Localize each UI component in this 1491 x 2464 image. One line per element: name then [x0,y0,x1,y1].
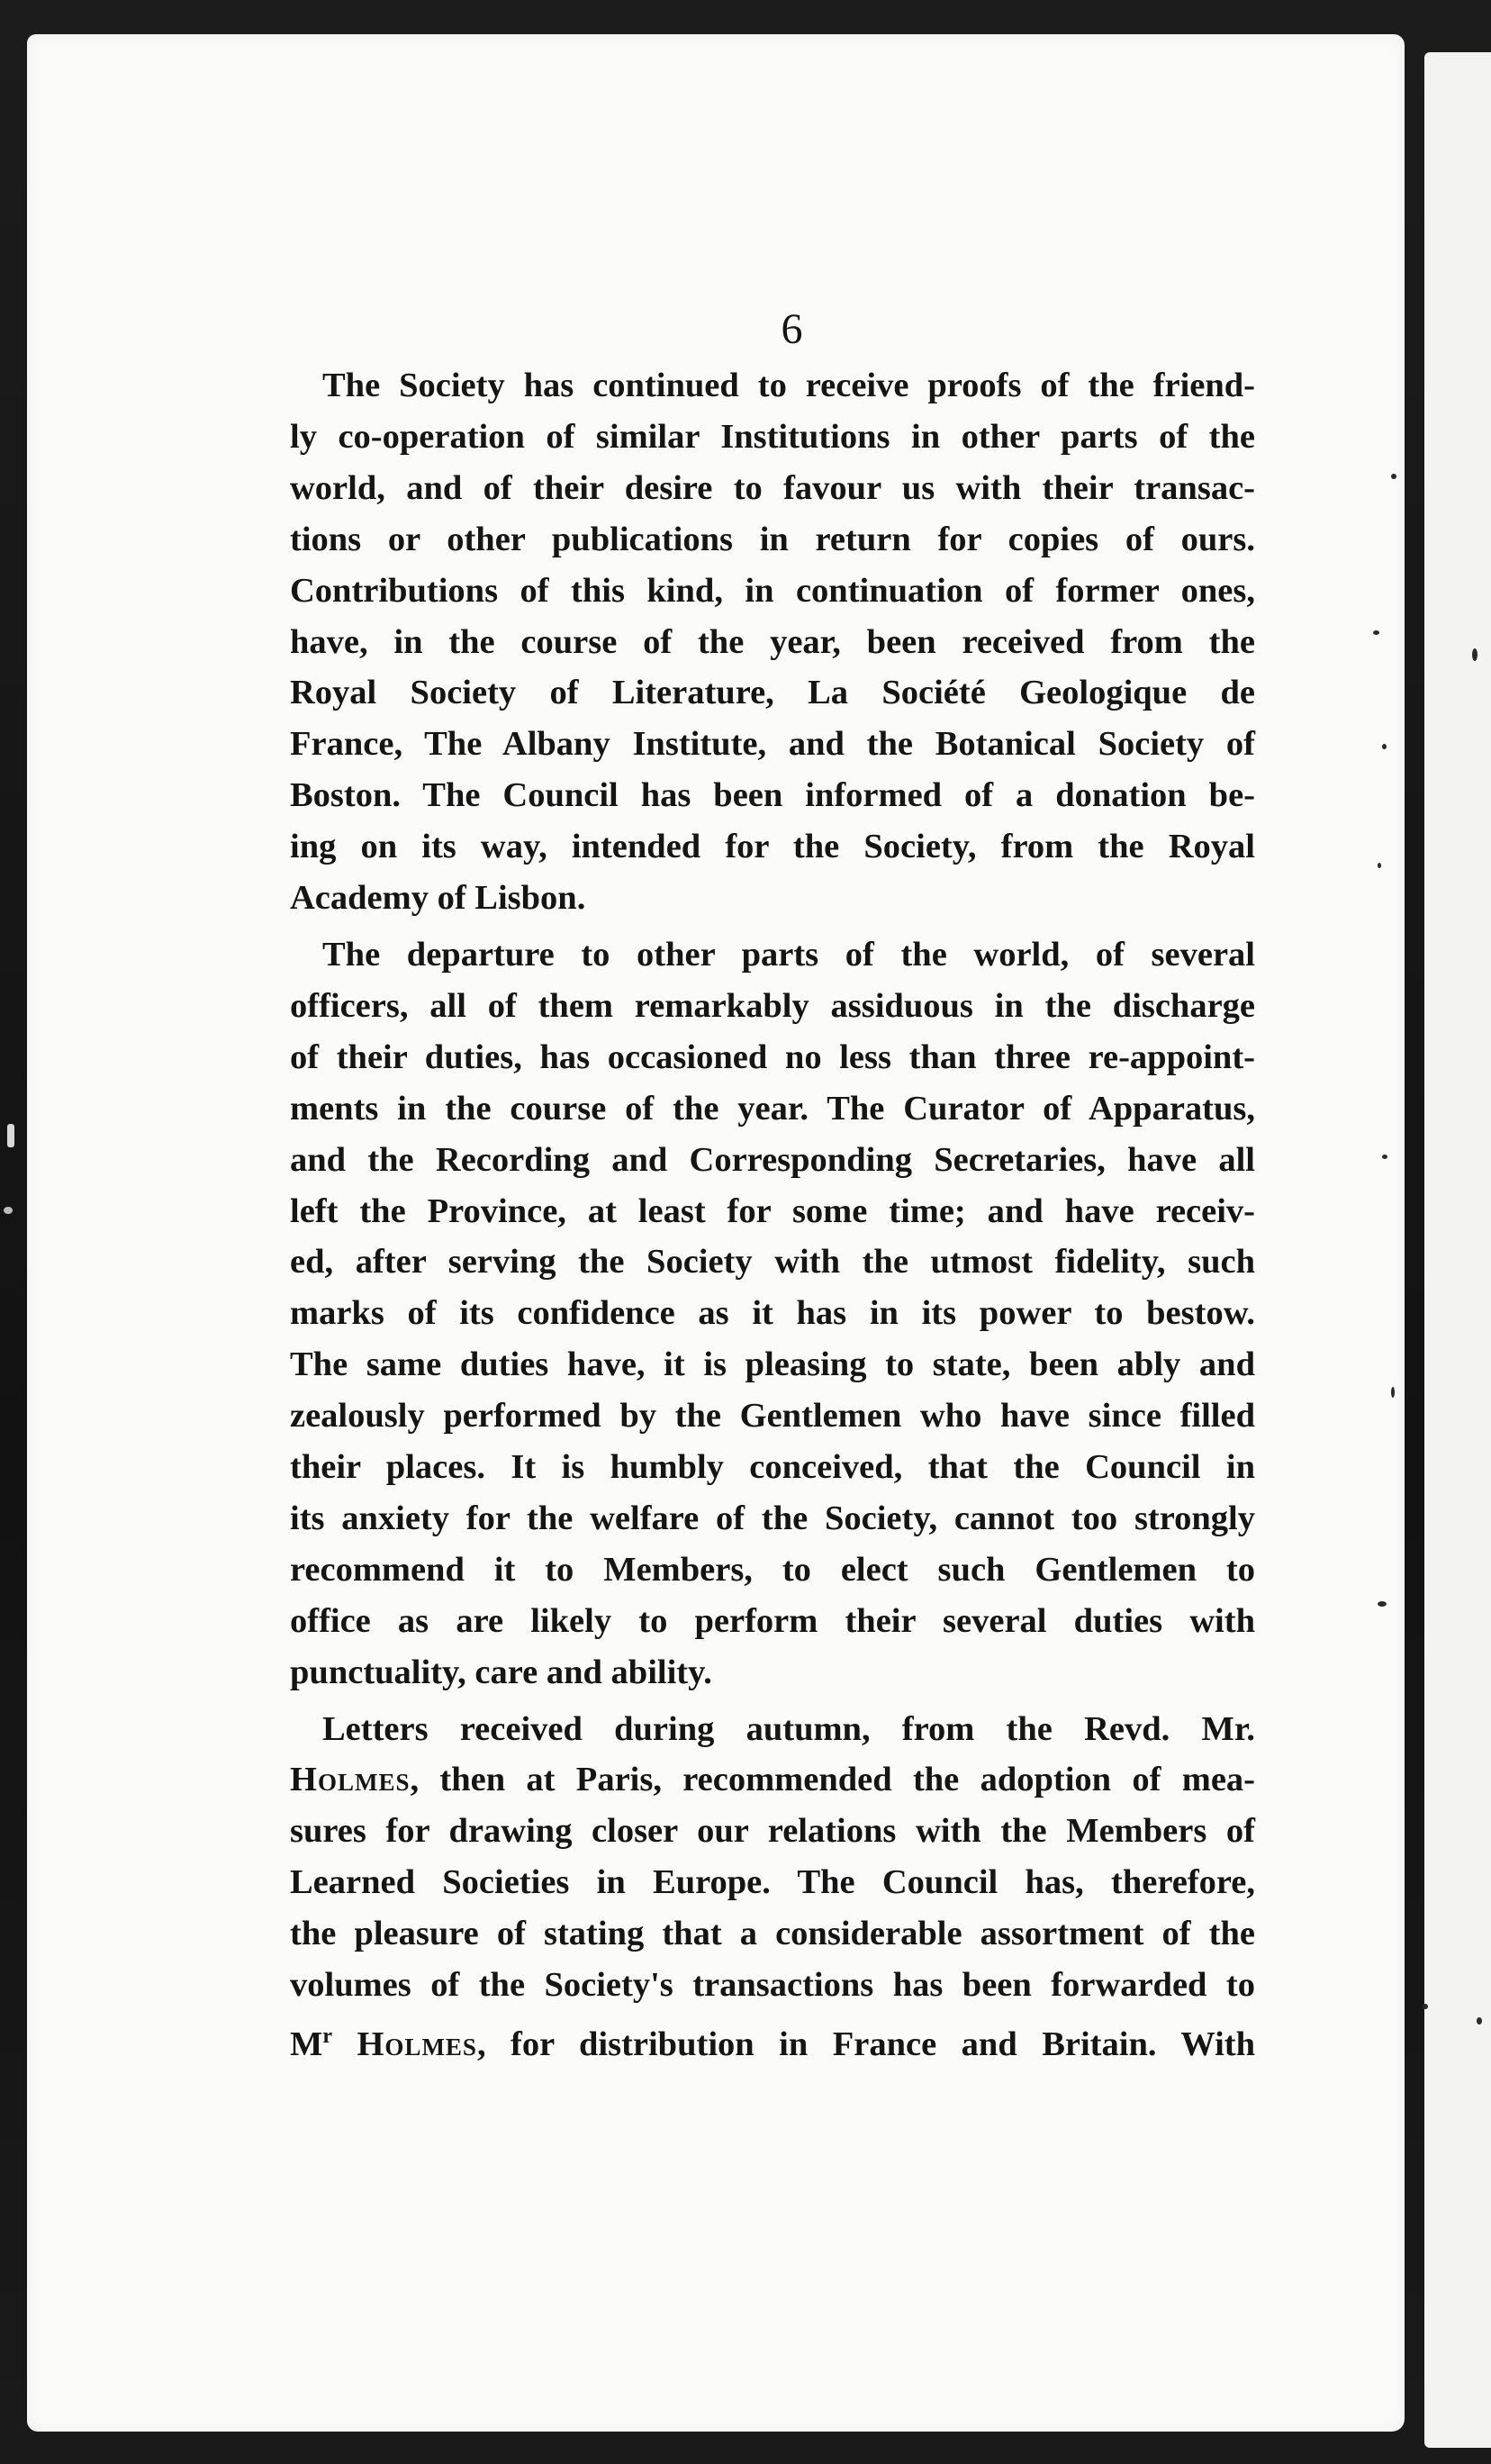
text-line: the pleasure of stating that a considerable assortment of the [290,1915,1255,1953]
scan-speck [1382,744,1387,749]
paragraph-holmes-letters [290,1704,1255,2070]
text-line: have, in the course of the year, been received from the [290,622,1255,661]
text-line: Letters received during autumn, from the Revd. Mr. [322,1709,1255,1748]
text-line: The Society has continued to receive proofs of the friend- [322,367,1255,404]
text-line: Contributions of this kind, in continuation of former ones, [290,571,1255,610]
scan-speck [1382,1155,1387,1159]
text-line: Royal Society of Literature, La Société Geologique de [290,674,1255,712]
text-line: The departure to other parts of the world, of several [322,935,1255,974]
page-number: 6 [781,305,804,353]
scan-speck [1391,1387,1395,1398]
text-line: Learned Societies in Europe. The Council has, therefore, [290,1863,1255,1902]
scan-speck [1373,630,1379,635]
name-holmes: Holmes [290,1761,411,1799]
text-line: office as are likely to perform their several duties with [290,1601,1255,1640]
scan-speck [1423,2004,1428,2009]
text-line: punctuality, care and ability. [290,1653,712,1691]
scan-speck [1378,863,1381,868]
text-line: zealously performed by the Gentlemen who have since filled [290,1397,1255,1436]
scan-speck [1391,474,1396,479]
text-line: ments in the course of the year. The Curator of Apparatus, [290,1089,1255,1128]
text-line: ly co-operation of similar Institutions in other parts of the [290,417,1255,456]
text-line: its anxiety for the welfare of the Society, cannot too strongly [290,1499,1255,1537]
text-line: France, The Albany Institute, and the Botanical Society of [290,725,1255,764]
text-line: ing on its way, intended for the Society, from the Royal [290,828,1255,866]
scan-speck [1378,1601,1387,1607]
text-line: world, and of their desire to favour us with their transac- [290,468,1255,507]
paragraph-officer-departures [290,929,1255,1699]
scan-speck [4,1207,13,1214]
text-line: volumes of the Society's transactions has been forwarded to [290,1966,1255,2005]
text-fragment: , for distribution in France and Britain. With [476,2025,1255,2063]
text-line-holmes [290,1754,1255,1806]
mr-abbrev: M [290,2025,323,2063]
text-line: officers, all of them remarkably assiduous in the discharge [290,986,1255,1025]
scan-speck [1472,648,1477,661]
text-line: and the Recording and Corresponding Secretaries, have all [290,1140,1255,1179]
text-line: marks of its confidence as it has in its power to bestow. [290,1294,1255,1333]
text-line: sures for drawing closer our relations with the Members of [290,1812,1255,1851]
text-line-mr-holmes [290,2011,1255,2070]
paragraph-society-cooperation [290,360,1255,924]
text-line: Boston. The Council has been informed of a donation be- [290,776,1255,815]
scan-speck [1477,2017,1482,2025]
text-line: recommend it to Members, to elect such Gentlemen to [290,1550,1255,1589]
body-text [290,360,1255,2076]
text-fragment: , then at Paris, recommended the adoption of mea- [410,1761,1255,1799]
text-line: The same duties have, it is pleasing to state, been ably and [290,1345,1255,1384]
facing-page-edge [1424,52,1491,2448]
text-line: Academy of Lisbon. [290,879,586,918]
text-line: of their duties, has occasioned no less than three re-appoint- [290,1037,1255,1076]
text-line: left the Province, at least for some time; and have receiv- [290,1191,1255,1230]
text-line: ed, after serving the Society with the utmost fidelity, such [290,1243,1255,1282]
text-line: their places. It is humbly conceived, that the Council in [290,1448,1255,1487]
name-holmes: Holmes [357,2025,477,2063]
text-line: tions or other publications in return for copies of ours. [290,520,1255,558]
scan-speck [7,1124,14,1147]
mr-superscript: r [322,2025,332,2048]
